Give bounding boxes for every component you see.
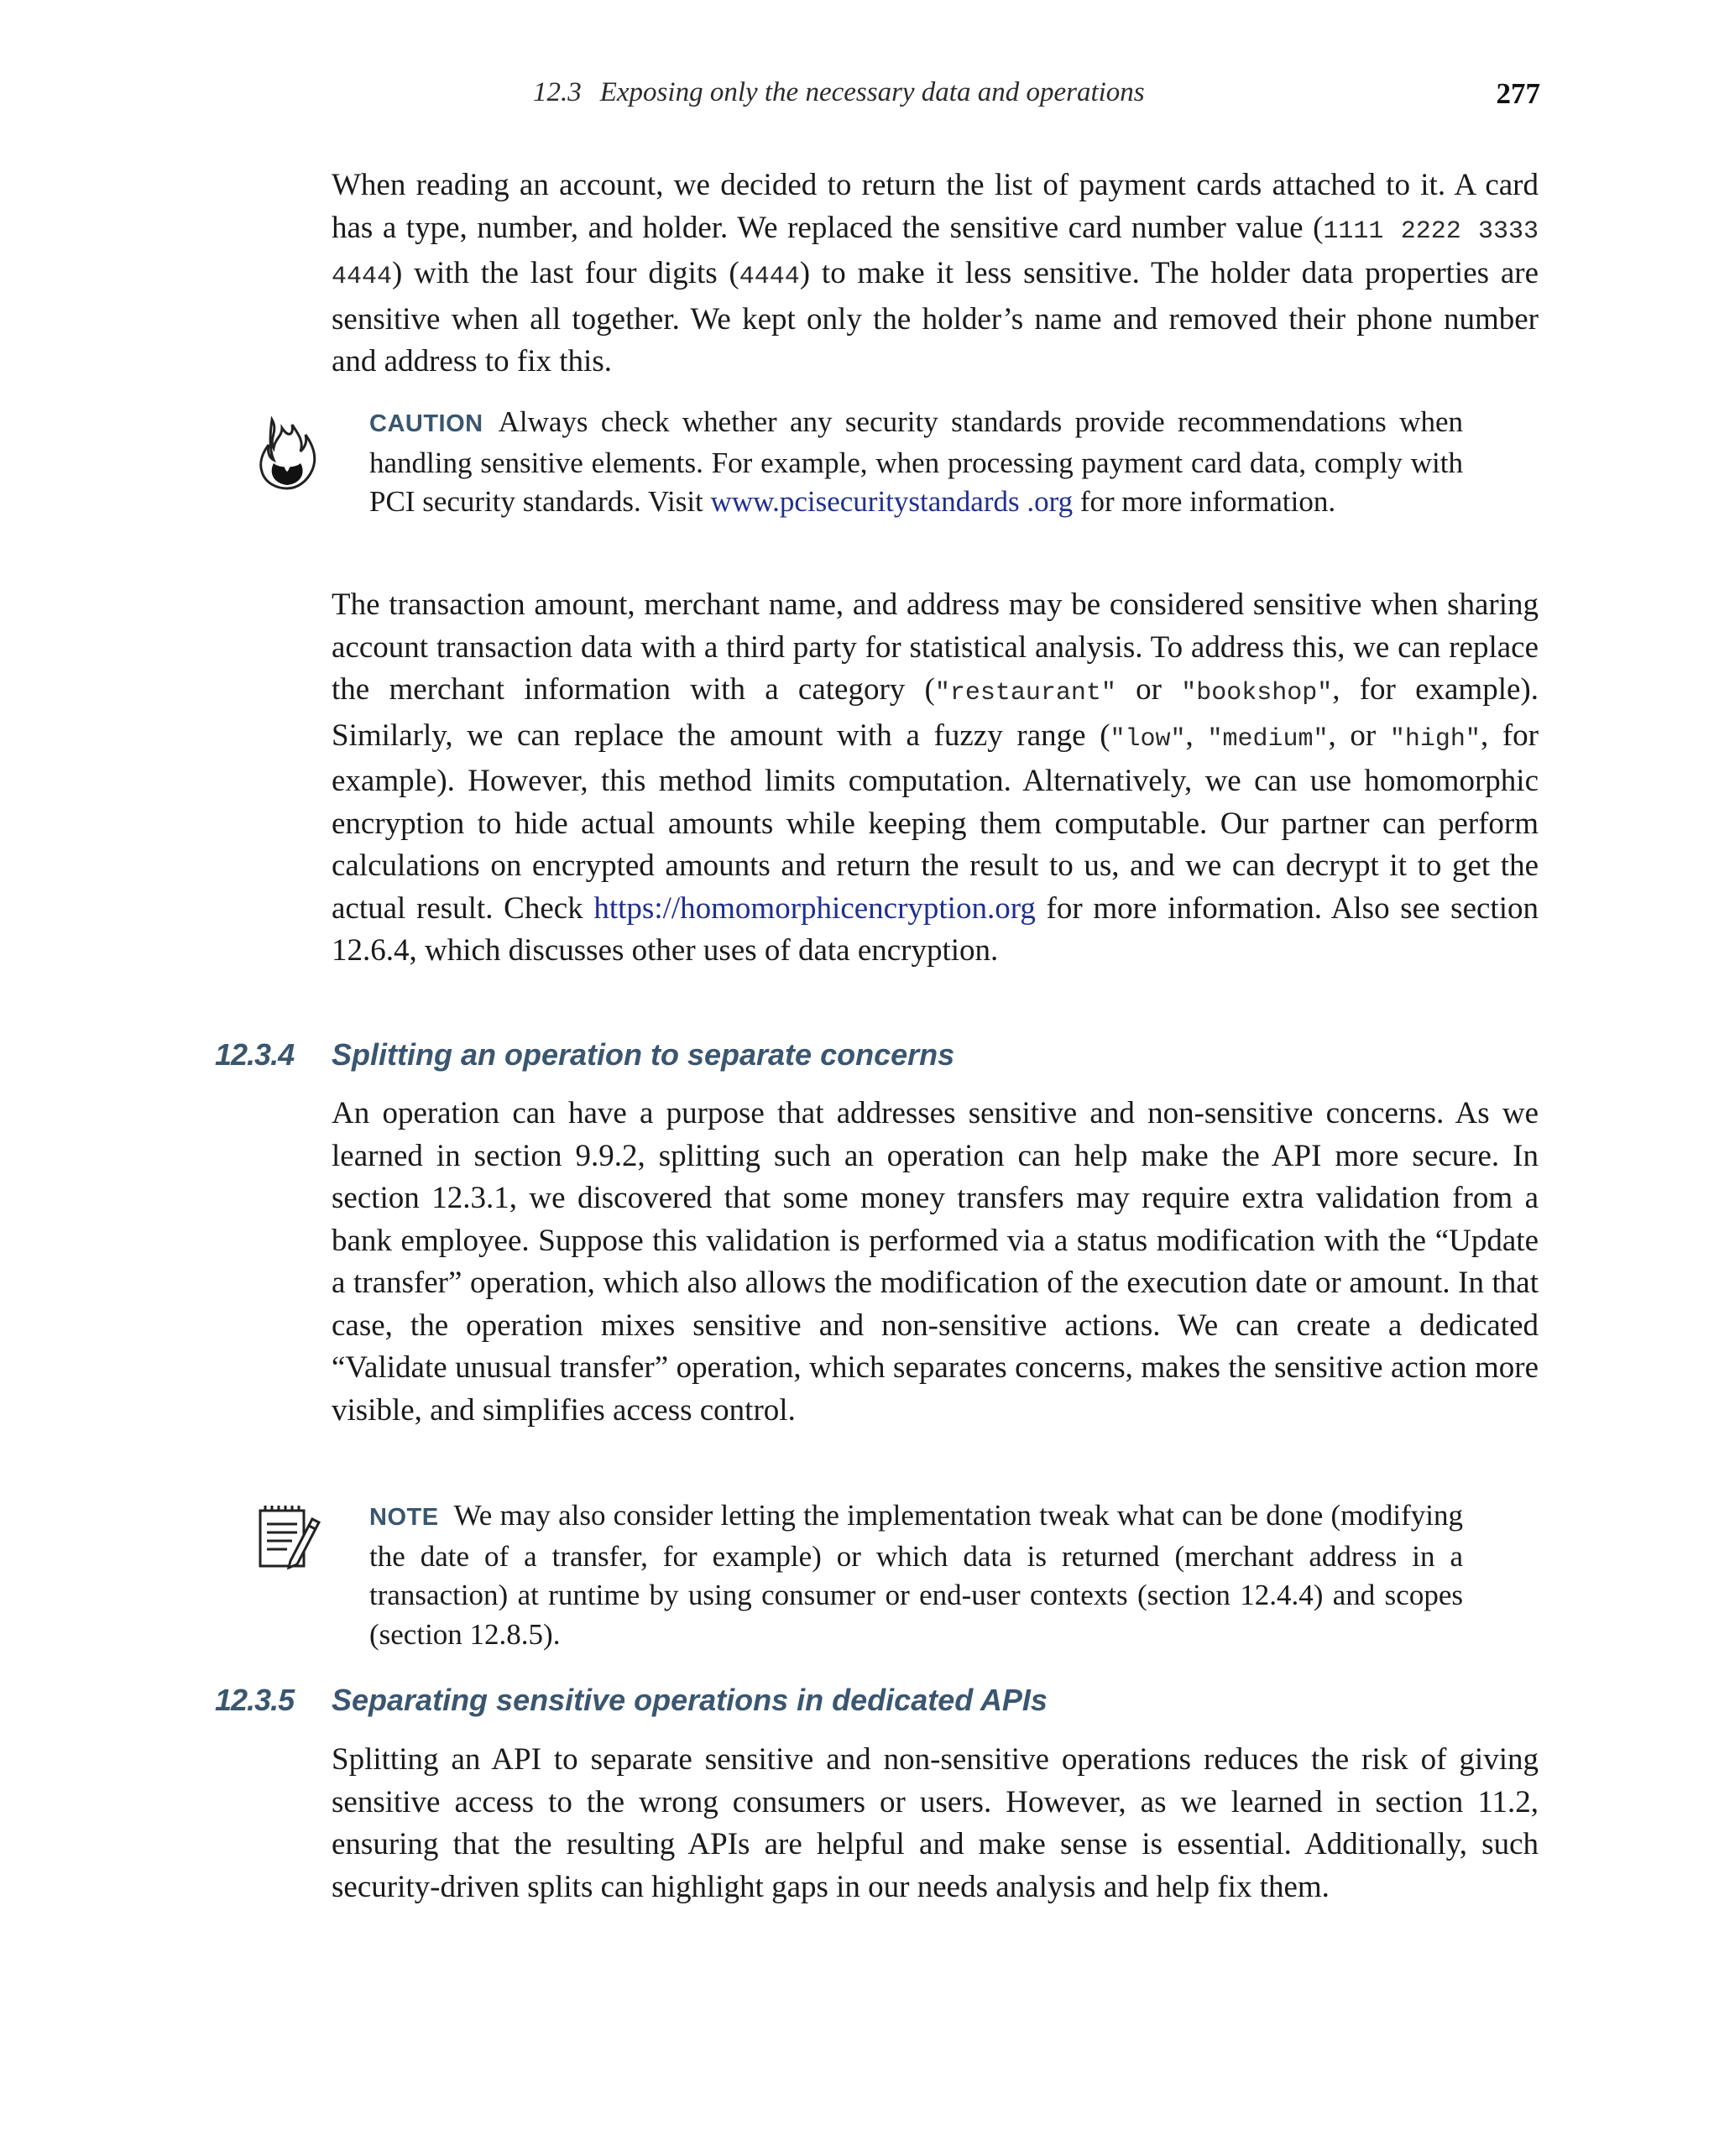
para2-text-6: , for example). However, this method limits computation. Alternatively, we can use homomorphic encryption to hide actual amounts while keeping them computable. Our partner can perform calculations on encrypted amounts and return the result to us, and we can decrypt it to get the actual result. Check (332, 718, 1539, 926)
flame-icon (253, 413, 321, 493)
running-head-title (533, 77, 1145, 108)
para2-text-7: for more information. Also see section 12.6.4, which discusses other uses of data encryption. (332, 890, 1539, 968)
para2-text-3: , for example). Similarly, we can replace the amount with a fuzzy range ( (332, 672, 1539, 753)
note-label: NOTE (369, 1504, 439, 1531)
caution-text-2: for more information. (1073, 485, 1336, 518)
note-callout (369, 1496, 1463, 1654)
para1-text-1: When reading an account, we decided to return the list of payment cards attached to it. A card has a type, number, and holder. We replaced the sensitive card number value ( (332, 168, 1539, 245)
paragraph-separating-apis: Splitting an API to separate sensitive and non-sensitive operations reduces the risk of giving sensitive access to the wrong consumers or users. However, as we learned in section 11.2, ensuring that the resulting APIs are helpful and make sense is essential. Additionally, such security-driven splits can highlight gaps in our needs analysis and help fix them. (332, 1742, 1539, 1904)
para1-text-3: ) to make it less sensitive. The holder data properties are sensitive when all together. We kept only the holder’s name and removed their phone number and address to fix this. (332, 256, 1539, 378)
caution-text-1: Always check whether any security standards provide recommendations when handling sensitive elements. For example, when processing payment card data, comply with PCI security standards. Visit (369, 405, 1463, 518)
page-number: 277 (1496, 77, 1540, 110)
note-text: We may also consider letting the implementation tweak what can be done (modifying the date of a transfer, for example) or which data is returned (merchant address in a transaction) at runtime by using consumer or end-user contexts (section 12.4.4) and scopes (section 12.8.5). (369, 1499, 1463, 1651)
section-number: 12.3.5 (215, 1683, 295, 1717)
paragraph-transaction-data (332, 584, 1539, 973)
para2-code-high: "high" (1389, 724, 1481, 754)
paragraph-payment-cards (332, 164, 1539, 384)
para2-text-5: , or (1328, 718, 1390, 753)
caution-callout (369, 403, 1463, 522)
running-head-section-title: Exposing only the necessary data and operations (599, 77, 1145, 107)
para2-code-medium: "medium" (1207, 724, 1329, 754)
pci-standards-link[interactable]: www.pcisecuritystandards .org (710, 485, 1074, 518)
caution-label: CAUTION (369, 410, 483, 437)
para2-code-bookshop: "bookshop" (1181, 679, 1333, 707)
para2-code-restaurant: "restaurant" (934, 679, 1116, 707)
para1-code-last-digits: 4444 (739, 263, 800, 291)
notepad-pencil-icon (253, 1502, 321, 1583)
homomorphic-encryption-link[interactable]: https://homomorphicencryption.org (593, 890, 1036, 926)
section-title: Separating sensitive operations in dedicated APIs (332, 1683, 1048, 1717)
para2-text-4: , (1185, 718, 1208, 753)
para2-text-1: The transaction amount, merchant name, and address may be considered sensitive when sharing account transaction data with a third party for statistical analysis. To address this, we can replace the merchant information with a category ( (332, 587, 1539, 707)
section-number: 12.3.4 (215, 1037, 295, 1072)
para1-code-card-number: 1111 2222 3333 4444 (332, 217, 1539, 291)
para2-code-low: "low" (1110, 724, 1186, 754)
section-heading-12-3-5 (215, 1683, 1048, 1725)
running-head-section-number: 12.3 (533, 77, 582, 107)
para2-text-2: or (1116, 672, 1182, 707)
section-title: Splitting an operation to separate concerns (332, 1037, 955, 1072)
section-heading-12-3-4 (215, 1037, 954, 1079)
paragraph-splitting-operation: An operation can have a purpose that addresses sensitive and non-sensitive concerns. As we learned in section 9.9.2, splitting such an operation can help make the API more secure. In section 12.3.1, we discovered that some money transfers may require extra validation from a bank employee. Suppose this validation is performed via a status modification with the “Update a transfer” operation, which also allows the modification of the execution date or amount. In that case, the operation mixes sensitive and non-sensitive actions. We can create a dedicated “Validate unusual transfer” operation, which separates concerns, makes the sensitive action more visible, and simplifies access control. (332, 1096, 1539, 1428)
running-head (332, 77, 1540, 119)
para1-text-2: ) with the last four digits ( (392, 256, 739, 290)
